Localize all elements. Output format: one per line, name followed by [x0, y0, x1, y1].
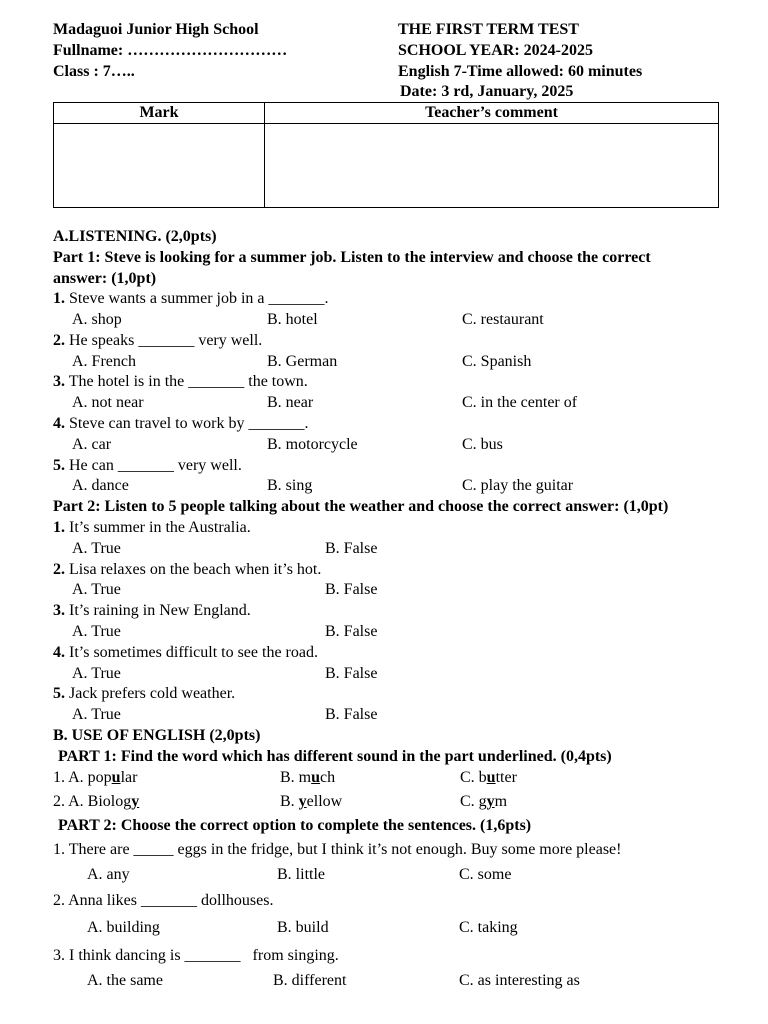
- option-b: B. False: [325, 623, 378, 640]
- school-year: SCHOOL YEAR: 2024-2025: [398, 42, 593, 59]
- question: 5. Jack prefers cold weather.: [53, 685, 236, 702]
- option-a: A. French: [72, 353, 136, 370]
- question: 1. Steve wants a summer job in a _______.: [53, 290, 329, 307]
- section-b-title: B. USE OF ENGLISH (2,0pts): [53, 727, 261, 744]
- question: 5. He can _______ very well.: [53, 457, 242, 474]
- option-b: B. little: [277, 866, 325, 883]
- comment-cell: [265, 124, 719, 208]
- part2-title: Part 2: Listen to 5 people talking about the weather and choose the correct answer: (1,0pt): [53, 498, 669, 515]
- option-b: B. build: [277, 919, 329, 936]
- option-b: B. False: [325, 581, 378, 598]
- b-p1-q1-c: C. butter: [460, 769, 517, 786]
- option-a: A. any: [87, 866, 130, 883]
- b-p1-q2-b: B. yellow: [280, 793, 343, 810]
- option-a: A. dance: [72, 477, 129, 494]
- option-b: B. German: [267, 353, 338, 370]
- option-b: B. motorcycle: [267, 436, 358, 453]
- b-part1-title: PART 1: Find the word which has different sound in the part underlined. (0,4pts): [58, 748, 612, 765]
- option-b: B. sing: [267, 477, 313, 494]
- b-p2-question: 2. Anna likes _______ dollhouses.: [53, 892, 274, 909]
- question: 3. It’s raining in New England.: [53, 602, 251, 619]
- option-a: A. not near: [72, 394, 144, 411]
- mark-cell: [54, 124, 265, 208]
- test-date: Date: 3 rd, January, 2025: [400, 83, 574, 100]
- question: 2. He speaks _______ very well.: [53, 332, 263, 349]
- option-b: B. False: [325, 706, 378, 723]
- subject-time: English 7-Time allowed: 60 minutes: [398, 63, 643, 80]
- option-c: C. some: [459, 866, 512, 883]
- b-part2-title: PART 2: Choose the correct option to complete the sentences. (1,6pts): [58, 817, 532, 834]
- option-b: B. hotel: [267, 311, 318, 328]
- option-b: B. near: [267, 394, 314, 411]
- b-p1-q2-c: C. gym: [460, 793, 508, 810]
- question: 1. It’s summer in the Australia.: [53, 519, 251, 536]
- option-a: A. True: [72, 540, 121, 557]
- option-b: B. False: [325, 665, 378, 682]
- option-a: A. building: [87, 919, 160, 936]
- option-a: A. shop: [72, 311, 122, 328]
- mark-table: [53, 102, 719, 208]
- question: 4. Steve can travel to work by _______.: [53, 415, 309, 432]
- question: 3. The hotel is in the _______ the town.: [53, 373, 308, 390]
- option-a: A. True: [72, 665, 121, 682]
- option-c: C. in the center of: [462, 394, 578, 411]
- option-c: C. bus: [462, 436, 503, 453]
- option-a: A. True: [72, 706, 121, 723]
- question: 4. It’s sometimes difficult to see the road.: [53, 644, 318, 661]
- comment-header: Teacher’s comment: [265, 103, 719, 124]
- option-a: A. True: [72, 623, 121, 640]
- option-c: C. as interesting as: [459, 972, 580, 989]
- test-title: THE FIRST TERM TEST: [398, 21, 579, 38]
- option-c: C. restaurant: [462, 311, 544, 328]
- option-b: B. False: [325, 540, 378, 557]
- section-a-title: A.LISTENING. (2,0pts): [53, 228, 217, 245]
- school-name: Madaguoi Junior High School: [53, 21, 259, 38]
- part1-title-cont: answer: (1,0pt): [53, 270, 157, 287]
- class-field: Class : 7…..: [53, 63, 135, 80]
- b-p1-q1-b: B. much: [280, 769, 336, 786]
- b-p2-question: 1. There are _____ eggs in the fridge, but I think it’s not enough. Buy some more please!: [53, 841, 622, 858]
- fullname-field: Fullname: …………………………: [53, 42, 288, 59]
- b-p1-q2-a: 2. A. Biology: [53, 793, 140, 810]
- b-p2-question: 3. I think dancing is _______ from singing.: [53, 947, 339, 964]
- option-a: A. car: [72, 436, 112, 453]
- mark-header: Mark: [54, 103, 265, 124]
- part1-title: Part 1: Steve is looking for a summer job. Listen to the interview and choose the correct: [53, 249, 651, 266]
- option-a: A. the same: [87, 972, 163, 989]
- option-c: C. taking: [459, 919, 518, 936]
- b-p1-q1-a: 1. A. popular: [53, 769, 138, 786]
- option-a: A. True: [72, 581, 121, 598]
- option-c: C. Spanish: [462, 353, 532, 370]
- question: 2. Lisa relaxes on the beach when it’s hot.: [53, 561, 322, 578]
- option-b: B. different: [273, 972, 347, 989]
- option-c: C. play the guitar: [462, 477, 574, 494]
